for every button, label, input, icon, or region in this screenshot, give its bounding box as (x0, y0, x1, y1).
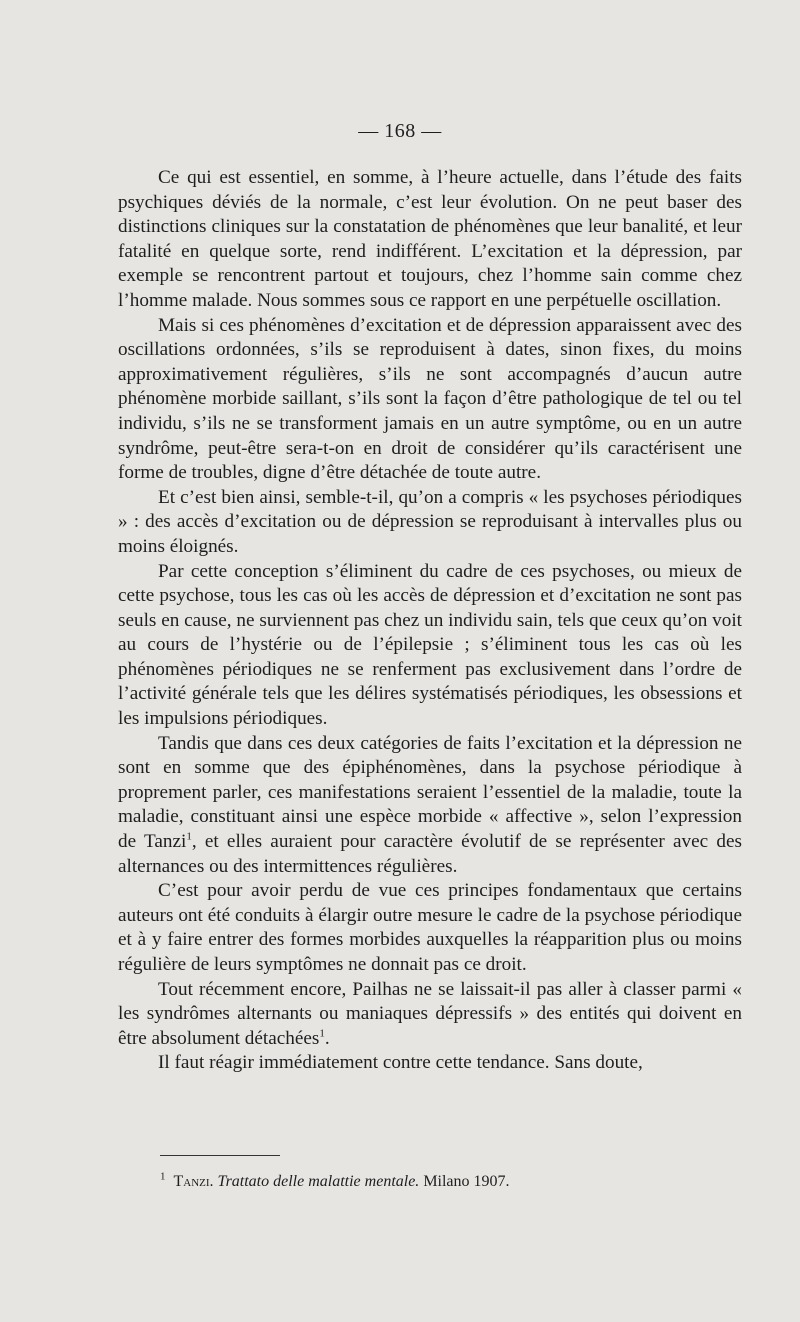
footnote-title: Trattato delle malattie mentale. (217, 1173, 420, 1190)
footnote (160, 1172, 510, 1192)
paragraph-5-text-a: Tandis que dans ces deux catégories de faits l’excitation et la dépression ne sont en somme que des épiphénomènes, dans la psychose périodique à proprement parler, ces manifestations seraient l’essentiel de la maladie, toute la maladie, constituant ainsi une espèce morbide « affective », selon l’expression de Tanzi (118, 732, 742, 853)
paragraph-1: Ce qui est essentiel, en somme, à l’heure actuelle, dans l’étude des faits psychiques déviés de la normale, c’est leur évolution. On ne peut baser des distinctions cliniques sur la constatation de phénomènes que leur banalité, et leur fatalité en quelque sorte, rend indifférent. L’excitation et la dépression, par exemple se rencontrent partout et toujours, chez l’homme sain comme chez l’homme malade. Nous sommes sous ce rapport en une perpétuelle oscillation. (118, 167, 742, 311)
paragraph-8: Il faut réagir immédiatement contre cette tendance. Sans doute, (158, 1052, 643, 1074)
body-text (118, 166, 742, 1076)
paragraph-7 (118, 978, 742, 1052)
paragraph-4: Par cette conception s’éliminent du cadre de ces psychoses, ou mieux de cette psychose, tous les cas où les accès de dépression et d’excitation ne sont pas seuls en cause, ne surviennent pas chez un individu sain, tels que ceux qu’on voit au cours de l’hystérie ou de l’épilepsie ; s’éliminent tous les cas où les phénomènes périodiques ne se renferment pas exclusivement dans l’ordre de l’activité générale tels que les délires systématisés périodiques, les obsessions et les impulsions périodiques. (118, 560, 742, 730)
footnote-divider (160, 1155, 280, 1156)
paragraph-5 (118, 732, 742, 880)
paragraph-7-text-a: Tout récemment encore, Pailhas ne se laissait-il pas aller à classer parmi « les syndrômes alternants ou maniaques dépressifs » des entités qui doivent en être absolument détachées (118, 978, 742, 1049)
paragraph-2: Mais si ces phénomènes d’excitation et de dépression apparaissent avec des oscillations ordonnées, s’ils se reproduisent à dates, sinon fixes, du moins approximativement régulières, s’ils ne sont accompagnés d’aucun autre phénomène morbide saillant, s’ils sont la façon d’être pathologique de tel ou tel individu, s’ils ne se transforment jamais en un autre symptôme, ou en un autre syndrôme, peut-être sera-t-on en droit de considérer qu’ils caractérisent une forme de troubles, digne d’être détachée de toute autre. (118, 314, 742, 484)
footnote-place-year: Milano 1907. (423, 1173, 510, 1190)
paragraph-5-text-b: , et elles auraient pour caractère évolutif de se représenter avec des alternances ou des intermittences régulières. (118, 831, 742, 877)
paragraph-7-text-b: . (324, 1027, 330, 1049)
footnote-marker: 1 (160, 1170, 166, 1183)
footnote-author: Tanzi. (173, 1173, 214, 1190)
footnote-ref: 1 (319, 1027, 325, 1040)
page-number: — 168 — (358, 120, 442, 142)
paragraph-6: C’est pour avoir perdu de vue ces principes fondamentaux que certains auteurs ont été conduits à élargir outre mesure le cadre de la psychose périodique et à y faire entrer des formes morbides auxquelles la réapparition plus ou moins régulière de leurs symptômes ne donnait pas ce droit. (118, 880, 742, 975)
footnote-ref: 1 (186, 830, 192, 843)
paragraph-3: Et c’est bien ainsi, semble-t-il, qu’on a compris « les psychoses périodiques » : des accès d’excitation ou de dépression se reproduisant à intervalles plus ou moins éloignés. (118, 486, 742, 557)
